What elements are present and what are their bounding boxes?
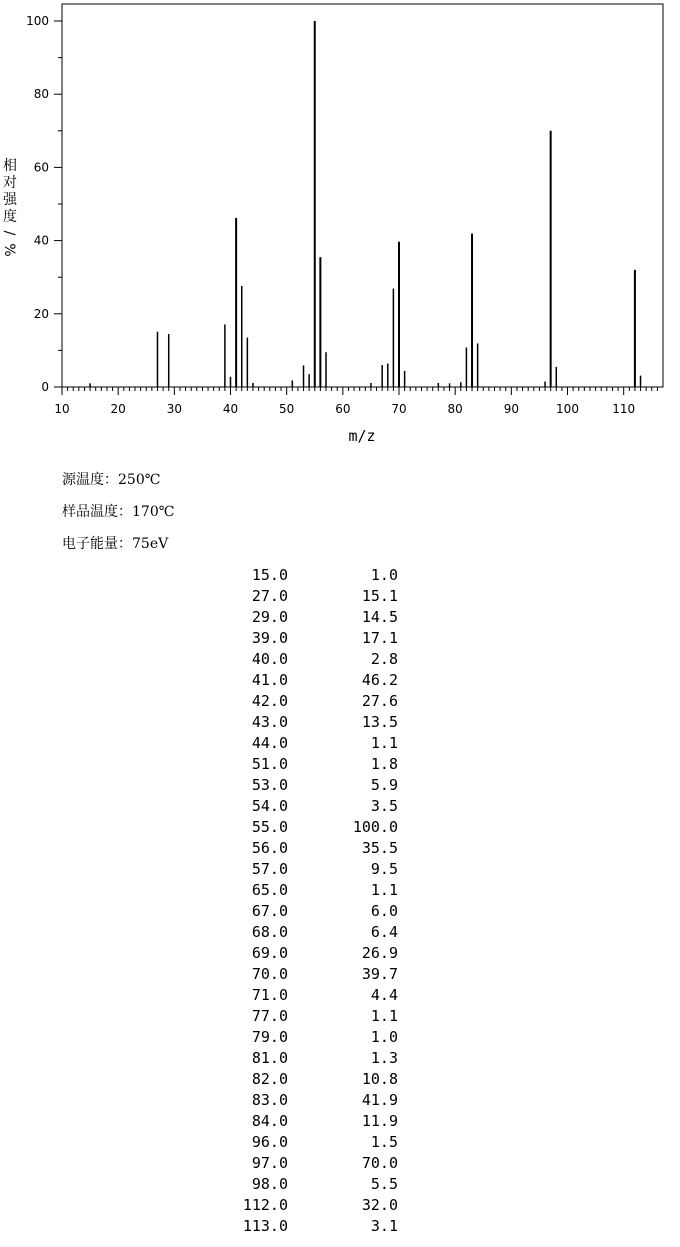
- peak-mz: 53.0: [251, 776, 288, 794]
- peak-mz: 42.0: [251, 692, 288, 710]
- peak-row: [200, 986, 420, 1007]
- y-axis-label-char: %: [1, 243, 17, 257]
- y-axis-label-char: /: [1, 230, 17, 236]
- x-tick-label: 100: [556, 402, 579, 416]
- peak-intensity: 1.0: [370, 566, 398, 584]
- y-axis-label: [1, 157, 18, 257]
- peak-intensity: 32.0: [361, 1196, 398, 1214]
- peak-row: [200, 671, 420, 692]
- y-axis-label-char: 对: [3, 175, 17, 191]
- peak-row: [200, 923, 420, 944]
- peak-intensity: 39.7: [361, 965, 398, 983]
- peak-intensity: 4.4: [370, 986, 398, 1004]
- peak-mz: 113.0: [242, 1217, 288, 1235]
- bars-group: [90, 21, 640, 387]
- peak-row: [200, 965, 420, 986]
- peak-row: [200, 1028, 420, 1049]
- peak-intensity: 1.0: [370, 1028, 398, 1046]
- peak-row: [200, 1112, 420, 1133]
- x-tick-label: 80: [447, 402, 463, 416]
- peak-intensity: 14.5: [361, 608, 398, 626]
- x-tick-label: 20: [110, 402, 126, 416]
- x-axis-label: m/z: [348, 427, 376, 445]
- peak-row: [200, 881, 420, 902]
- peak-row: [200, 566, 420, 587]
- x-tick-label: 60: [335, 402, 351, 416]
- peak-intensity: 2.8: [370, 650, 398, 668]
- peak-row: [200, 1070, 420, 1091]
- peak-mz: 44.0: [251, 734, 288, 752]
- peak-intensity: 6.4: [370, 923, 398, 941]
- peak-mz: 68.0: [251, 923, 288, 941]
- peak-intensity: 5.9: [370, 776, 398, 794]
- peak-mz: 69.0: [251, 944, 288, 962]
- x-tick-label: 40: [222, 402, 239, 416]
- peak-intensity: 13.5: [361, 713, 398, 731]
- peak-intensity: 41.9: [361, 1091, 398, 1109]
- peak-mz: 70.0: [251, 965, 288, 983]
- peak-intensity: 17.1: [361, 629, 398, 647]
- peak-row: [200, 776, 420, 797]
- x-tick-label: 90: [503, 402, 519, 416]
- peak-mz: 84.0: [251, 1112, 288, 1130]
- peak-row: [200, 1175, 420, 1196]
- peak-intensity: 11.9: [361, 1112, 398, 1130]
- x-tick-label: 110: [612, 402, 636, 416]
- peak-mz: 82.0: [251, 1070, 288, 1088]
- peak-intensity: 46.2: [361, 671, 398, 689]
- sample-temperature-value: 170℃: [132, 504, 175, 520]
- peak-intensity: 3.5: [370, 797, 398, 815]
- peak-mz: 57.0: [251, 860, 288, 878]
- mass-spectrum-chart: [0, 0, 680, 460]
- peak-table: [200, 566, 420, 1238]
- peak-mz: 15.0: [251, 566, 288, 584]
- peak-row: [200, 755, 420, 776]
- peak-intensity: 1.1: [370, 881, 398, 899]
- peak-intensity: 9.5: [370, 860, 398, 878]
- peak-row: [200, 797, 420, 818]
- x-tick-label: 10: [54, 402, 70, 416]
- electron-energy: [62, 533, 168, 553]
- peak-intensity: 1.1: [370, 734, 398, 752]
- peak-mz: 96.0: [251, 1133, 288, 1151]
- peak-row: [200, 713, 420, 734]
- peak-mz: 54.0: [251, 797, 288, 815]
- y-axis: [26, 14, 62, 394]
- peak-intensity: 5.5: [370, 1175, 398, 1193]
- peak-mz: 71.0: [251, 986, 288, 1004]
- y-tick-label: 20: [33, 306, 49, 321]
- source-temperature-value: 250℃: [118, 472, 161, 488]
- peak-row: [200, 1049, 420, 1070]
- sample-temperature: [62, 501, 174, 521]
- peak-mz: 98.0: [251, 1175, 288, 1193]
- peak-row: [200, 839, 420, 860]
- source-temperature-label: 源温度：: [62, 472, 118, 488]
- electron-energy-label: 电子能量：: [62, 536, 132, 552]
- x-tick-label: 30: [166, 402, 182, 416]
- peak-row: [200, 1091, 420, 1112]
- peak-mz: 55.0: [251, 818, 288, 836]
- peak-mz: 83.0: [251, 1091, 288, 1109]
- peak-intensity: 6.0: [370, 902, 398, 920]
- peak-row: [200, 587, 420, 608]
- peak-row: [200, 629, 420, 650]
- peak-mz: 65.0: [251, 881, 288, 899]
- peak-intensity: 10.8: [361, 1070, 398, 1088]
- peak-intensity: 1.1: [370, 1007, 398, 1025]
- peak-mz: 112.0: [242, 1196, 288, 1214]
- y-tick-label: 80: [33, 87, 49, 102]
- peak-row: [200, 608, 420, 629]
- peak-intensity: 100.0: [352, 818, 398, 836]
- peak-row: [200, 1217, 420, 1238]
- y-axis-label-char: 强: [3, 192, 17, 208]
- peak-mz: 97.0: [251, 1154, 288, 1172]
- peak-row: [200, 1196, 420, 1217]
- peak-row: [200, 734, 420, 755]
- peak-mz: 79.0: [251, 1028, 288, 1046]
- plot-frame: [62, 4, 663, 387]
- electron-energy-value: 75eV: [132, 536, 169, 552]
- peak-mz: 51.0: [251, 755, 288, 773]
- peak-row: [200, 902, 420, 923]
- peak-intensity: 35.5: [361, 839, 398, 857]
- peak-mz: 56.0: [251, 839, 288, 857]
- y-axis-label-char: 相: [3, 158, 17, 174]
- peak-row: [200, 1007, 420, 1028]
- y-tick-label: 0: [41, 380, 49, 394]
- peak-mz: 43.0: [251, 713, 288, 731]
- x-tick-label: 70: [391, 402, 407, 416]
- peak-intensity: 1.5: [370, 1133, 398, 1151]
- peak-mz: 29.0: [251, 608, 288, 626]
- peak-row: [200, 944, 420, 965]
- peak-intensity: 27.6: [361, 692, 398, 710]
- sample-temperature-label: 样品温度：: [62, 504, 132, 520]
- peak-mz: 67.0: [251, 902, 288, 920]
- y-tick-label: 100: [26, 14, 49, 28]
- peak-mz: 41.0: [251, 671, 288, 689]
- peak-intensity: 15.1: [361, 587, 398, 605]
- peak-mz: 77.0: [251, 1007, 288, 1025]
- y-tick-label: 60: [33, 160, 49, 175]
- source-temperature: [62, 469, 160, 489]
- x-tick-label: 50: [279, 402, 295, 416]
- peak-row: [200, 860, 420, 881]
- peak-row: [200, 1154, 420, 1175]
- peak-intensity: 1.8: [370, 755, 398, 773]
- peak-intensity: 70.0: [361, 1154, 398, 1172]
- x-axis: [54, 387, 657, 416]
- peak-mz: 39.0: [251, 629, 288, 647]
- peak-row: [200, 692, 420, 713]
- y-tick-label: 40: [33, 233, 49, 248]
- y-axis-label-char: 度: [3, 209, 17, 225]
- peak-intensity: 26.9: [361, 944, 398, 962]
- peak-intensity: 3.1: [370, 1217, 398, 1235]
- peak-intensity: 1.3: [370, 1049, 398, 1067]
- peak-mz: 27.0: [251, 587, 288, 605]
- peak-row: [200, 650, 420, 671]
- peak-mz: 40.0: [251, 650, 288, 668]
- peak-row: [200, 1133, 420, 1154]
- peak-row: [200, 818, 420, 839]
- peak-mz: 81.0: [251, 1049, 288, 1067]
